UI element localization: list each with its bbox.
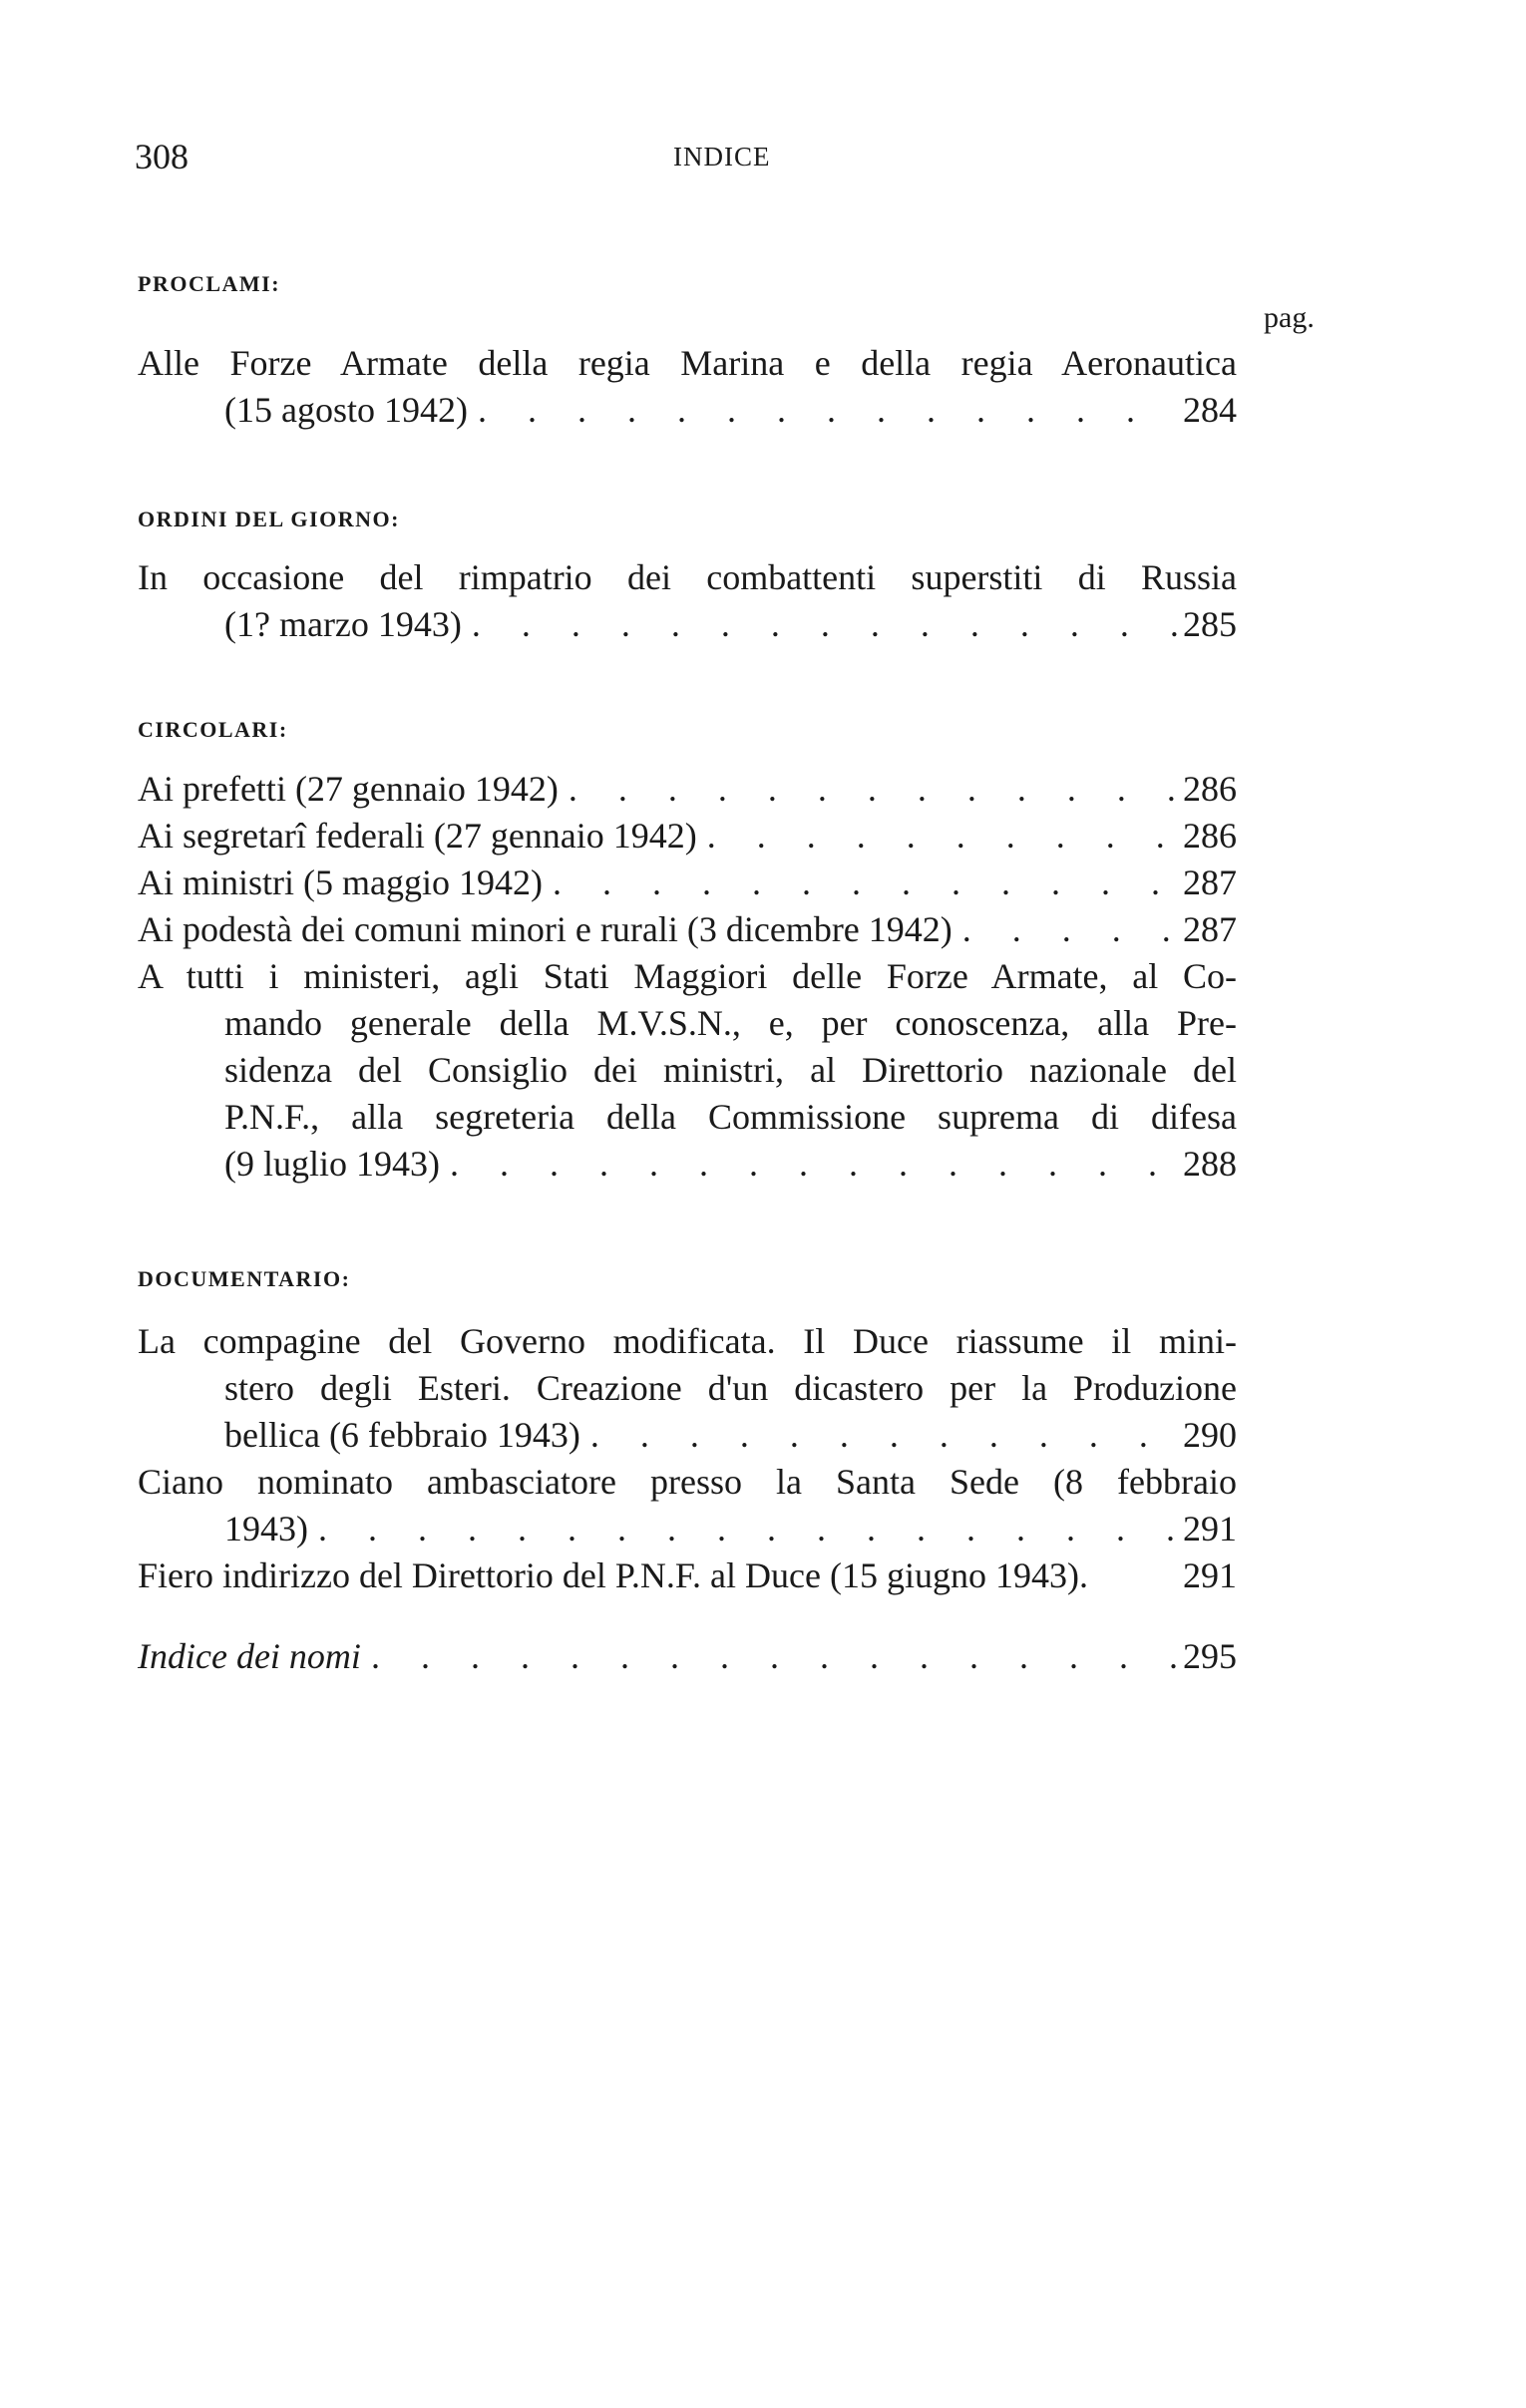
- dot-leader: [953, 906, 1177, 953]
- toc-entry-index-names: [138, 1633, 1237, 1680]
- dot-leader: [468, 387, 1177, 434]
- running-head: INDICE: [673, 142, 771, 172]
- entry-line: A tutti i ministeri, agli Stati Maggiori delle Forze Armate, al Co-: [138, 956, 1237, 996]
- section-label-ordini: ORDINI DEL GIORNO:: [138, 507, 400, 531]
- dot-leader: [361, 1633, 1177, 1680]
- entry-page-number: 285: [1183, 604, 1237, 644]
- entry-line: In occasione del rimpatrio dei combattenti superstiti di Russia: [138, 557, 1237, 597]
- page-number: 308: [135, 137, 189, 176]
- dot-leader: [462, 601, 1177, 648]
- dot-leader: [559, 766, 1177, 813]
- entry-line: P.N.F., alla segreteria della Commissione suprema di difesa: [224, 1097, 1237, 1137]
- entry-line: bellica (6 febbraio 1943): [224, 1415, 580, 1455]
- toc-entry: [138, 554, 1237, 648]
- entry-line: Ai ministri (5 maggio 1942): [138, 862, 543, 902]
- dot-leader: [580, 1412, 1177, 1459]
- entry-page-number: 287: [1183, 862, 1237, 902]
- entry-line: mando generale della M.V.S.N., e, per conoscenza, alla Pre-: [224, 1003, 1237, 1043]
- toc-entry: [138, 1318, 1237, 1599]
- toc-entry: [138, 766, 1237, 1188]
- entry-line: Ai prefetti (27 gennaio 1942): [138, 769, 559, 809]
- entry-page-number: 286: [1183, 769, 1237, 809]
- section-label-documentario: DOCUMENTARIO:: [138, 1266, 351, 1291]
- dot-leader: [543, 860, 1177, 906]
- entry-line: 1943): [224, 1509, 308, 1548]
- entry-page-number: 284: [1183, 390, 1237, 430]
- pag-label: pag.: [1264, 301, 1315, 334]
- entry-page-number: 288: [1183, 1144, 1237, 1184]
- entry-line: (15 agosto 1942): [224, 390, 468, 430]
- entry-line: Ai segretarî federali (27 gennaio 1942): [138, 816, 697, 856]
- entry-page-number: 291: [1183, 1555, 1237, 1595]
- entry-page-number: 287: [1183, 909, 1237, 949]
- dot-leader: [697, 813, 1177, 860]
- entry-line: (1? marzo 1943): [224, 604, 462, 644]
- entry-line: Alle Forze Armate della regia Marina e della regia Aeronautica: [138, 343, 1237, 383]
- entry-page-number: 286: [1183, 816, 1237, 856]
- entry-line: sidenza del Consiglio dei ministri, al Direttorio nazionale del: [224, 1050, 1237, 1090]
- dot-leader: [308, 1506, 1177, 1552]
- entry-line: (9 luglio 1943): [224, 1144, 440, 1184]
- entry-line: stero degli Esteri. Creazione d'un dicastero per la Produzione: [224, 1368, 1237, 1408]
- index-names-label: Indice dei nomi: [138, 1636, 361, 1676]
- dot-leader: [440, 1141, 1177, 1188]
- entry-page-number: 290: [1183, 1415, 1237, 1455]
- section-label-circolari: CIRCOLARI:: [138, 717, 288, 742]
- section-label-proclami: PROCLAMI:: [138, 271, 281, 296]
- entry-line: Ciano nominato ambasciatore presso la Santa Sede (8 febbraio: [138, 1462, 1237, 1502]
- entry-page-number: 291: [1183, 1509, 1237, 1548]
- entry-line: La compagine del Governo modificata. Il Duce riassume il mini-: [138, 1321, 1237, 1361]
- entry-line: Ai podestà dei comuni minori e rurali (3 dicembre 1942): [138, 909, 953, 949]
- entry-line: Fiero indirizzo del Direttorio del P.N.F. al Duce (15 giugno 1943).: [138, 1555, 1088, 1595]
- toc-entry: [138, 340, 1237, 434]
- entry-page-number: 295: [1183, 1636, 1237, 1676]
